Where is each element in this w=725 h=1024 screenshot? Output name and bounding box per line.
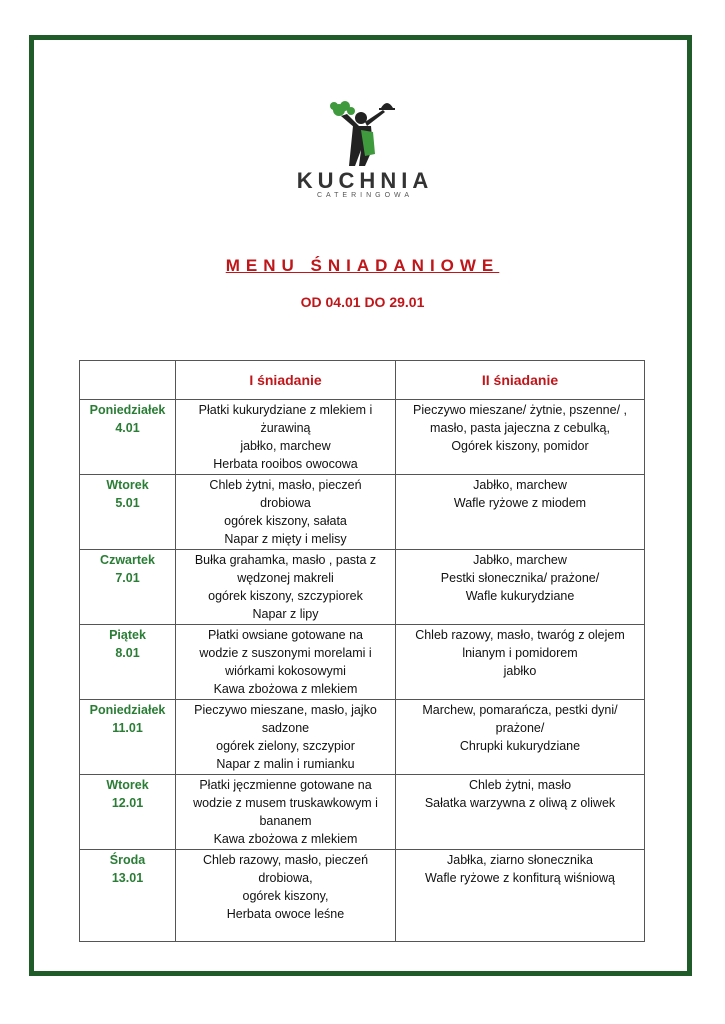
menu-item-line: Jabłka, ziarno słonecznika — [447, 853, 593, 867]
menu-item-line: Chleb razowy, masło, pieczeń — [202, 853, 369, 867]
menu-item-line: Chleb żytni, masło, pieczeń — [209, 478, 362, 492]
menu-item-line: Płatki owsiane gotowane na — [208, 628, 363, 642]
day-name: Poniedziałek — [89, 703, 166, 717]
first-breakfast-cell — [176, 850, 396, 942]
menu-item-line: Pestki słonecznika/ prażone/ — [440, 571, 600, 585]
day-name: Wtorek — [106, 778, 149, 792]
header-first-breakfast: I śniadanie — [176, 361, 396, 400]
menu-item-line: drobiowa — [260, 496, 311, 510]
menu-table — [79, 360, 645, 942]
menu-item-line: Chleb razowy, masło, twaróg z olejem — [415, 628, 625, 642]
menu-item-line: wiórkami kokosowymi — [225, 664, 346, 678]
menu-item-line: Jabłko, marchew — [473, 553, 567, 567]
menu-item-line: wędzonej makreli — [237, 571, 334, 585]
day-name: Poniedziałek — [89, 403, 166, 417]
table-row — [80, 475, 645, 550]
day-date: 8.01 — [115, 646, 140, 660]
first-breakfast-cell — [176, 775, 396, 850]
table-row — [80, 700, 645, 775]
menu-item-line: jabłko — [503, 664, 537, 678]
table-header-row — [80, 361, 645, 400]
menu-item-line: sadzone — [261, 721, 310, 735]
day-date: 13.01 — [111, 871, 144, 885]
menu-item-line: Napar z lipy — [252, 607, 319, 621]
menu-item-line: Napar z malin i rumianku — [216, 757, 355, 771]
menu-item-line: Pieczywo mieszane/ żytnie, pszenne/ , — [413, 403, 627, 417]
day-name: Piątek — [109, 628, 146, 642]
day-name: Wtorek — [106, 478, 149, 492]
menu-item-line: masło, pasta jajeczna z cebulką, — [430, 421, 610, 435]
second-breakfast-cell — [396, 550, 645, 625]
menu-item-line: Sałatka warzywna z oliwą z oliwek — [424, 796, 616, 810]
logo — [285, 98, 445, 208]
menu-item-line: Płatki kukurydziane z mlekiem i — [198, 403, 373, 417]
menu-item-line: Wafle ryżowe z miodem — [453, 496, 587, 510]
menu-item-line: Chrupki kukurydziane — [459, 739, 581, 753]
day-date: 11.01 — [112, 721, 143, 735]
chef-with-tray-logo-icon — [325, 98, 405, 168]
menu-item-line: prażone/ — [495, 721, 545, 735]
menu-item-line: lnianym i pomidorem — [462, 646, 578, 660]
menu-item-line: Kawa zbożowa z mlekiem — [213, 682, 358, 696]
menu-item-line: Herbata owoce leśne — [226, 907, 345, 921]
day-cell — [80, 400, 176, 475]
first-breakfast-cell — [176, 400, 396, 475]
first-breakfast-cell — [176, 550, 396, 625]
second-breakfast-cell — [396, 775, 645, 850]
menu-item-line: ogórek kiszony, — [242, 889, 329, 903]
menu-item-line: ogórek zielony, szczypior — [216, 739, 355, 753]
second-breakfast-cell — [396, 475, 645, 550]
menu-item-line: Herbata rooibos owocowa — [213, 457, 358, 471]
menu-item-line: Kawa zbożowa z mlekiem — [213, 832, 358, 846]
menu-item-line: jabłko, marchew — [240, 439, 331, 453]
menu-item-line: wodzie z musem truskawkowym i — [193, 796, 378, 810]
day-cell — [80, 550, 176, 625]
day-name: Środa — [109, 853, 146, 867]
menu-item-line: Marchew, pomarańcza, pestki dyni/ — [422, 703, 618, 717]
first-breakfast-cell — [176, 700, 396, 775]
header-second-breakfast: II śniadanie — [396, 361, 645, 400]
second-breakfast-cell — [396, 625, 645, 700]
second-breakfast-cell — [396, 700, 645, 775]
table-row — [80, 850, 645, 942]
first-breakfast-cell — [176, 475, 396, 550]
brand-subtitle: CATERINGOWA — [316, 192, 414, 199]
day-cell — [80, 700, 176, 775]
table-row — [80, 625, 645, 700]
menu-item-line: Pieczywo mieszane, masło, jajko — [194, 703, 377, 717]
page-title: MENU ŚNIADANIOWE — [225, 256, 500, 275]
table-body — [80, 400, 645, 942]
day-date: 5.01 — [115, 496, 140, 510]
second-breakfast-cell — [396, 850, 645, 942]
day-date: 4.01 — [115, 421, 140, 435]
menu-item-line: żurawiną — [260, 421, 311, 435]
table-row — [80, 550, 645, 625]
date-range: OD 04.01 DO 29.01 — [300, 294, 425, 310]
table-row — [80, 775, 645, 850]
menu-item-line: ogórek kiszony, sałata — [224, 514, 347, 528]
menu-item-line: ogórek kiszony, szczypiorek — [208, 589, 363, 603]
day-date: 12.01 — [111, 796, 144, 810]
day-cell — [80, 625, 176, 700]
menu-item-line: Ogórek kiszony, pomidor — [451, 439, 589, 453]
menu-item-line: Wafle kukurydziane — [465, 589, 575, 603]
menu-item-line: Jabłko, marchew — [473, 478, 567, 492]
menu-item-line: Chleb żytni, masło — [468, 778, 572, 792]
day-cell — [80, 850, 176, 942]
menu-item-line: Wafle ryżowe z konfiturą wiśniową — [425, 871, 615, 885]
menu-item-line: Bułka grahamka, masło , pasta z — [194, 553, 377, 567]
brand-name: KUCHNIA — [296, 168, 434, 193]
header-day — [80, 361, 176, 400]
day-date: 7.01 — [115, 571, 140, 585]
day-cell — [80, 475, 176, 550]
menu-item-line: drobiowa, — [258, 871, 313, 885]
menu-item-line: bananem — [259, 814, 312, 828]
second-breakfast-cell — [396, 400, 645, 475]
menu-item-line: Płatki jęczmienne gotowane na — [199, 778, 372, 792]
first-breakfast-cell — [176, 625, 396, 700]
menu-item-line: Napar z mięty i melisy — [224, 532, 347, 546]
table-row — [80, 400, 645, 475]
day-cell — [80, 775, 176, 850]
menu-item-line: wodzie z suszonymi morelami i — [199, 646, 372, 660]
day-name: Czwartek — [100, 553, 155, 567]
